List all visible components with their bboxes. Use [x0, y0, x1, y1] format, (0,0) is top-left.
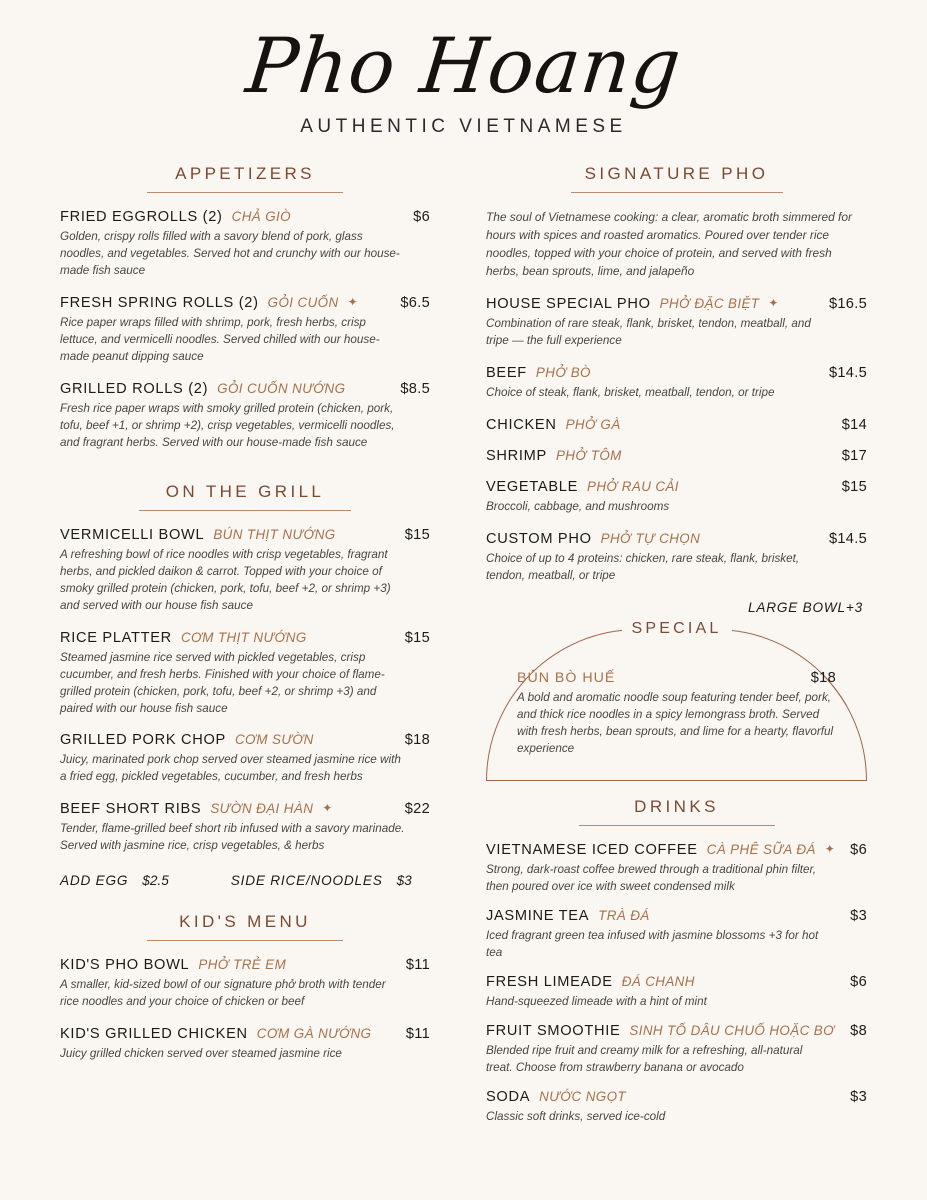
item-name: FRIED EGGROLLS (2) [60, 209, 223, 225]
addon-price: $3 [396, 873, 412, 889]
item-vietnamese-name: CƠM GÀ NƯỚNG [256, 1026, 372, 1042]
menu-item [486, 365, 867, 402]
right-column [486, 160, 867, 1138]
item-name: BEEF [486, 365, 527, 382]
item-name: RICE PLATTER [60, 629, 172, 646]
item-price: $18 [810, 670, 836, 687]
section-title-grill: ON THE GRILL [165, 481, 325, 501]
divider-rule [571, 192, 783, 193]
item-name: CUSTOM PHO [486, 531, 592, 548]
special-arch-box [486, 620, 867, 781]
item-price: $14.5 [828, 531, 867, 548]
section-head-pho [486, 164, 867, 193]
item-name: VERMICELLI BOWL [60, 526, 205, 543]
section-head-appetizers [60, 164, 430, 193]
menu-item [486, 531, 867, 585]
item-vietnamese-name: GỎI CUỐN NƯỚNG [217, 380, 346, 396]
item-vietnamese-name: PHỞ RAU CẢI [587, 479, 679, 495]
left-column [60, 160, 430, 1078]
large-bowl-note: LARGE BOWL+3 [748, 600, 863, 616]
item-price: $14.5 [828, 365, 867, 382]
item-name: KID'S PHO BOWL [60, 957, 190, 974]
item-name: CHICKEN [486, 417, 557, 434]
item-description: Choice of steak, flank, brisket, meatball, tendon, or tripe [486, 386, 775, 400]
menu-item [60, 295, 430, 366]
item-name: BEEF SHORT RIBS [60, 801, 202, 818]
item-description: A refreshing bowl of rice noodles with crisp vegetables, fragrant herbs, and pickled daikon & carrot. Topped with your choice of smoky grilled protein (chicken, pork, tofu, beef +2, or shrimp +3) and served with our house fish sauce [60, 547, 391, 612]
item-description: Iced fragrant green tea infused with jasmine blossoms +3 for hot tea [486, 929, 819, 960]
item-vietnamese-name: PHỞ TÔM [555, 448, 622, 464]
menu-item [486, 974, 867, 1011]
item-vietnamese-name: TRÀ ĐÁ [598, 908, 650, 924]
menu-item [486, 448, 867, 464]
item-name: KID'S GRILLED CHICKEN [60, 1026, 248, 1043]
addon-label: ADD EGG [60, 873, 129, 889]
menu-item [60, 732, 430, 786]
item-name: VIETNAMESE ICED COFFEE [486, 842, 698, 859]
menu-item [60, 1026, 430, 1063]
item-name: HOUSE SPECIAL PHO [486, 296, 651, 313]
item-vietnamese-name: SƯỜN ĐẠI HÀN [210, 801, 314, 817]
item-price: $8.5 [400, 380, 430, 397]
item-price: $8 [850, 1022, 867, 1039]
item-description: Choice of up to 4 proteins: chicken, rare steak, flank, brisket, tendon, meatball, or tripe [486, 552, 800, 583]
item-vietnamese-name: GỎI CUỐN [267, 294, 339, 310]
item-name: SHRIMP [486, 448, 547, 465]
item-name: GRILLED ROLLS (2) [60, 380, 209, 397]
star-icon: ✦ [768, 296, 779, 311]
item-vietnamese-name: NƯỚC NGỌT [539, 1088, 627, 1104]
item-description: Fresh rice paper wraps with smoky grilled protein (chicken, pork, tofu, beef +1, or shrimp +2), crisp vegetables, vermicelli noodles, and fragrant herbs. Served with our house-made fish sauce [60, 401, 395, 449]
menu-item [486, 1089, 867, 1126]
item-description: Tender, flame-grilled beef short rib infused with a savory marinade. Served with jasmine rice, crisp vegetables, & herbs [60, 822, 405, 853]
menu-item [60, 801, 430, 855]
item-description: Broccoli, cabbage, and mushrooms [486, 500, 670, 514]
section-title-appetizers: APPETIZERS [175, 164, 315, 183]
item-name: JASMINE TEA [486, 908, 590, 925]
item-name: FRESH LIMEADE [486, 974, 613, 990]
special-section [486, 620, 867, 781]
item-description: A bold and aromatic noodle soup featuring tender beef, pork, and thick rice noodles in a spicy lemongrass broth. Served with fresh herbs, bean sprouts, and lime for a hearty, flavorful experience [517, 691, 834, 756]
item-price: $15 [841, 479, 867, 496]
item-vietnamese-name: SINH TỐ DÂU CHUỐ HOẶC BƠ [629, 1022, 835, 1038]
item-description: Strong, dark-roast coffee brewed through a traditional phin filter, then poured over ice with sweet condensed milk [486, 863, 817, 894]
item-name: FRESH SPRING ROLLS (2) [60, 294, 259, 311]
item-description: Classic soft drinks, served ice-cold [486, 1109, 666, 1123]
section-title-pho: SIGNATURE PHO [584, 164, 769, 183]
menu-item [486, 1023, 867, 1077]
item-price: $15 [404, 526, 430, 543]
menu-item [60, 630, 430, 718]
divider-rule [147, 192, 343, 193]
item-name: SODA [486, 1088, 531, 1105]
item-description: Juicy grilled chicken served over steamed jasmine rice [60, 1047, 342, 1061]
section-head-grill [60, 482, 430, 511]
item-description: Hand-squeezed limeade with a hint of mint [486, 995, 707, 1008]
menu-item [60, 381, 430, 452]
section-head-drinks [486, 797, 867, 826]
menu-item [60, 527, 430, 615]
menu-item [60, 209, 430, 280]
item-price: $6 [413, 209, 430, 225]
item-price: $11 [405, 1026, 430, 1043]
item-vietnamese-name: CHẢ GIÒ [231, 209, 291, 224]
item-price: $18 [404, 732, 430, 749]
star-icon: ✦ [347, 294, 358, 309]
item-vietnamese-name: ĐÁ CHANH [621, 974, 695, 989]
item-price: $11 [405, 957, 430, 974]
item-vietnamese-name: CƠM SƯỜN [234, 732, 314, 748]
divider-rule [579, 825, 775, 826]
section-title-kids: KID'S MENU [179, 912, 311, 932]
menu-item [486, 842, 867, 896]
restaurant-tagline: AUTHENTIC VIETNAMESE [300, 116, 627, 137]
menu-columns [60, 160, 867, 1138]
item-vietnamese-name: BÚN THỊT NƯỚNG [213, 526, 336, 542]
divider-rule [147, 940, 343, 941]
menu-item [486, 479, 867, 516]
menu-header [60, 21, 867, 138]
divider-rule [139, 510, 351, 511]
item-vietnamese-name: PHỞ TRẺ EM [198, 957, 287, 973]
item-description: Steamed jasmine rice served with pickled vegetables, crisp cucumber, and fresh herbs. Finished with your choice of flame-grilled protein (chicken, pork, tofu, beef +2, or shrimp +3) and paired with our house fish sauce [60, 650, 385, 715]
item-description: A smaller, kid-sized bowl of our signature phở broth with tender rice noodles and your choice of chicken or beef [60, 978, 386, 1009]
item-price: $15 [404, 629, 430, 646]
item-price: $6 [850, 974, 867, 990]
grill-addons [60, 873, 430, 888]
item-name: FRUIT SMOOTHIE [486, 1022, 621, 1039]
star-icon: ✦ [824, 842, 835, 857]
restaurant-name: Pho Hoang [241, 21, 686, 110]
item-vietnamese-name: CƠM THỊT NƯỚNG [180, 629, 307, 645]
addon-price: $2.5 [142, 873, 169, 889]
item-name: VEGETABLE [486, 479, 579, 496]
item-price: $3 [850, 908, 867, 925]
item-name: GRILLED PORK CHOP [60, 732, 226, 749]
item-price: $22 [404, 801, 430, 818]
item-vietnamese-name: PHỞ ĐẶC BIỆT [659, 296, 760, 312]
item-description: Golden, crispy rolls filled with a savory blend of pork, glass noodles, and vegetables. Served hot and crunchy with our house-made fish sauce [60, 230, 400, 277]
item-price: $14 [841, 417, 867, 434]
menu-item [486, 296, 867, 350]
item-price: $3 [850, 1088, 867, 1105]
item-description: Blended ripe fruit and creamy milk for a refreshing, all-natural treat. Choose from strawberry banana or avocado [486, 1043, 803, 1074]
section-head-kids [60, 912, 430, 941]
item-vietnamese-name: PHỞ GÀ [565, 417, 621, 433]
menu-item [517, 670, 836, 758]
item-price: $6.5 [400, 294, 430, 311]
pho-intro-text: The soul of Vietnamese cooking: a clear, aromatic broth simmered for hours with spices and roasted aromatics. Poured over tender rice noodles, topped with your choice of protein, and served with fresh herbs, bean sprouts, lime, and jalapeño [486, 210, 852, 278]
menu-item [60, 957, 430, 1011]
menu-item [486, 908, 867, 962]
item-name: BÚN BÒ HUẾ [517, 670, 616, 687]
section-title-special: SPECIAL [622, 620, 732, 638]
menu-item [486, 417, 867, 433]
star-icon: ✦ [322, 801, 333, 816]
section-title-drinks: DRINKS [634, 797, 719, 817]
item-price: $6 [850, 842, 867, 859]
item-description: Juicy, marinated pork chop served over steamed jasmine rice with a fried egg, pickled vegetables, cucumber, and fresh herbs [60, 753, 401, 784]
item-vietnamese-name: PHỞ BÒ [535, 365, 591, 381]
item-price: $17 [841, 448, 867, 465]
item-description: Rice paper wraps filled with shrimp, pork, fresh herbs, crisp lettuce, and vermicelli noodles. Served chilled with our house-made peanut dipping sauce [60, 315, 380, 363]
item-vietnamese-name: CÀ PHÊ SỮA ĐÁ [706, 842, 816, 858]
item-description: Combination of rare steak, flank, brisket, tendon, meatball, and tripe — the full experience [486, 317, 811, 348]
item-vietnamese-name: PHỞ TỰ CHỌN [600, 531, 701, 547]
item-price: $16.5 [828, 296, 867, 313]
addon-label: SIDE RICE/NOODLES [230, 873, 383, 889]
